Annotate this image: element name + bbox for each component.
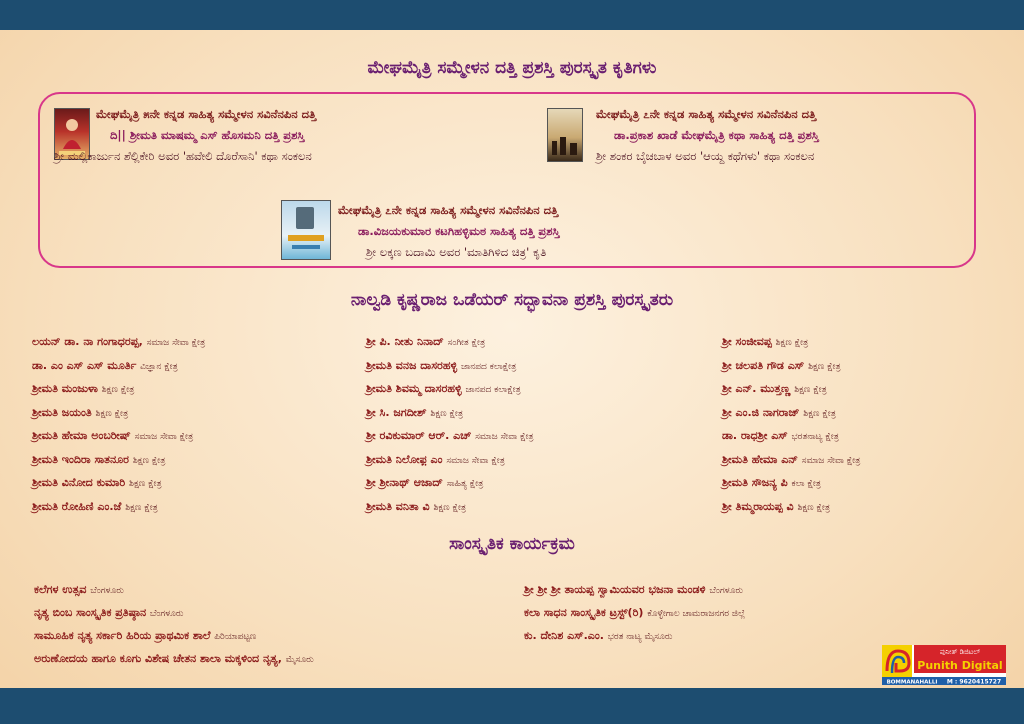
- award-2-prize: ಡಾ.ಪ್ರಕಾಶ ಖಾಡೆ ಮೇಘಮೈತ್ರಿ ಕಥಾ ಸಾಹಿತ್ಯ ದತ್ತಿ ಪ್ರಶಸ್ತಿ: [614, 128, 819, 142]
- awardee-row: [366, 424, 534, 448]
- name-label: ಅರುಣೋದಯ ಹಾಗೂ ಕೂಗು ವಿಶೇಷ ಚೇತನ ಶಾಲಾ ಮಕ್ಕಳಿಂದ ನೃತ್ಯ,: [34, 652, 282, 665]
- field-label: ಬೆಂಗಳೂರು: [90, 586, 124, 596]
- field-label: ಶಿಕ್ಷಣ ಕ್ಷೇತ್ರ: [129, 479, 162, 489]
- name-label: ಡಾ. ಎಂ ಎಸ್ ಎಸ್ ಮೂರ್ತಿ: [32, 358, 137, 372]
- award-1-prize: ದಿ|| ಶ್ರೀಮತಿ ಮಾಷಮ್ಮ ಎಸ್ ಹೊಸಮನಿ ದತ್ತಿ ಪ್ರಶಸ್ತಿ: [110, 128, 305, 142]
- awardee-row: [366, 495, 534, 519]
- name-label: ಕಲಾ ಸಾಧನ ಸಾಂಸ್ಕೃತಿಕ ಟ್ರಸ್ಟ್(ರಿ): [524, 606, 644, 619]
- awardee-row: [722, 495, 860, 519]
- awardee-row: [32, 424, 205, 448]
- field-label: ಜಾನಪದ ಕಲಾಕ್ಷೇತ್ರ: [461, 361, 517, 372]
- award-1-book: ಶ್ರೀ ಮಲ್ಲಿಕಾರ್ಜುನ ಶೆಲ್ಲಿಕೇರಿ ಅವರ 'ಹವೇಲಿ ದೊರೆಸಾನಿ' ಕಥಾ ಸಂಕಲನ: [54, 149, 312, 163]
- field-label: ಶಿಕ್ಷಣ ಕ್ಷೇತ್ರ: [132, 455, 166, 466]
- field-label: ಬೆಂಗಳೂರು: [149, 609, 184, 619]
- cultural-item: [524, 601, 745, 624]
- field-label: ಶಿಕ್ಷಣ ಕ್ಷೇತ್ರ: [803, 408, 836, 419]
- field-label: ಪಿರಿಯಾಪಟ್ಟಣ: [214, 632, 257, 642]
- name-label: ಶ್ರೀ ಸಂಜೀವಪ್ಪ: [722, 335, 772, 348]
- awardees-column-3: [722, 330, 860, 518]
- name-label: ನೃತ್ಯ ಬಿಂಬ ಸಾಂಸ್ಕೃತಿಕ ಪ್ರತಿಷ್ಠಾನ: [34, 606, 147, 619]
- name-label: ಶ್ರೀಮತಿ ಹೇಮಾ ಅಂಬರೀಷ್: [32, 429, 131, 442]
- field-label: ಶಿಕ್ಷಣ ಕ್ಷೇತ್ರ: [775, 338, 809, 348]
- name-label: ಸಾಮೂಹಿಕ ನೃತ್ಯ ಸರ್ಕಾರಿ ಹಿರಿಯ ಪ್ರಾಥಮಿಕ ಶಾಲೆ: [34, 629, 211, 642]
- award-3-book: ಶ್ರೀ ಲಕ್ಕಣ ಬದಾಮಿ ಅವರ 'ಮಾತಿಗಿಳಿದ ಚಿತ್ರ' ಕೃತಿ: [366, 245, 547, 259]
- punith-digital-logo: [882, 645, 1006, 685]
- field-label: ಸಮಾಜ ಸೇವಾ ಕ್ಷೇತ್ರ: [475, 432, 534, 442]
- name-label: ಶ್ರೀ ರವಿಕುಮಾರ್ ಆರ್. ಎಚ್: [366, 429, 472, 442]
- field-label: ಶಿಕ್ಷಣ ಕ್ಷೇತ್ರ: [430, 408, 464, 419]
- name-label: ಶ್ರೀಮತಿ ವನಿತಾ ವಿ: [366, 499, 430, 513]
- awardee-row: [32, 354, 205, 378]
- awardee-row: [722, 354, 860, 378]
- logo-name: Punith Digital: [917, 659, 1003, 672]
- awardee-row: [366, 448, 534, 472]
- cultural-item: [524, 578, 745, 601]
- awardee-row: [366, 330, 534, 354]
- award-2-title: ಮೇಘಮೈತ್ರಿ ೭ನೇ ಕನ್ನಡ ಸಾಹಿತ್ಯ ಸಮ್ಮೇಳನ ಸವಿನೆನಪಿನ ದತ್ತಿ: [596, 107, 817, 121]
- name-label: ಶ್ರೀಮತಿ ವಿನೋದ ಕುಮಾರಿ: [32, 476, 126, 489]
- awardee-row: [722, 471, 860, 495]
- awardee-row: [32, 448, 205, 472]
- awardee-row: [32, 495, 205, 519]
- cultural-item: [524, 624, 745, 647]
- logo-place: BOMMANAHALLI: [886, 679, 938, 685]
- awardee-row: [366, 401, 534, 425]
- name-label: ಶ್ರೀ ಶ್ರೀನಾಥ್ ಆಜಾದ್: [366, 476, 443, 489]
- awardee-row: [366, 354, 534, 378]
- awardee-row: [722, 448, 860, 472]
- name-label: ಶ್ರೀಮತಿ ನಿಲೋಫ಼ ಎಂ: [366, 452, 443, 466]
- field-label: ಶಿಕ್ಷಣ ಕ್ಷೇತ್ರ: [808, 361, 841, 372]
- logo-kannada-name: ಪುನೀತ್ ಡಿಜಿಟಲ್: [939, 648, 981, 656]
- name-label: ಶ್ರೀಮತಿ ವನಜ ದಾಸರಹಳ್ಳಿ: [366, 358, 458, 372]
- heading-sadbhavana-awardees: ನಾಲ್ವಡಿ ಕೃಷ್ಣರಾಜ ಒಡೆಯರ್ ಸದ್ಭಾವನಾ ಪ್ರಶಸ್ತಿ ಪುರಸ್ಕೃತರು: [350, 290, 674, 310]
- name-label: ಶ್ರೀ ಶ್ರೀ ಶ್ರೀ ತಾಯಪ್ಪ ಸ್ವಾಮಿಯವರ ಭಜನಾ ಮಂಡಳಿ: [524, 583, 706, 596]
- award-1: [54, 104, 317, 167]
- field-label: ಬೆಂಗಳೂರು: [709, 586, 743, 596]
- cultural-list-left: [34, 578, 314, 670]
- awardee-row: [32, 330, 205, 354]
- name-label: ಶ್ರೀ ಎಂ.ಜಿ ನಾಗರಾಜ್: [722, 405, 800, 419]
- awardees-column-1: [32, 330, 205, 518]
- name-label: ಕಲೆಗಳ ಉತ್ಸವ: [34, 583, 87, 596]
- name-label: ಕು. ದೇನಿಶ ಎಸ್.ಎಂ.: [524, 629, 604, 642]
- awardee-row: [722, 424, 860, 448]
- field-label: ಸಾಹಿತ್ಯ ಕ್ಷೇತ್ರ: [446, 479, 484, 489]
- field-label: ಸಂಗೀತ ಕ್ಷೇತ್ರ: [447, 338, 486, 348]
- awardees-column-2: [366, 330, 534, 518]
- cultural-item: [34, 624, 314, 647]
- awardee-row: [366, 377, 534, 401]
- award-3-prize: ಡಾ.ವಿಜಯಕುಮಾರ ಕಟಗಿಹಳ್ಳಿಮಠ ಸಾಹಿತ್ಯ ದತ್ತಿ ಪ್ರಶಸ್ತಿ: [358, 224, 560, 238]
- name-label: ಶ್ರೀಮತಿ ಇಂದಿರಾ ಸಾತನೂರ: [32, 452, 129, 466]
- cultural-item: [34, 647, 314, 670]
- field-label: ಶಿಕ್ಷಣ ಕ್ಷೇತ್ರ: [433, 502, 467, 513]
- logo-phone: M : 9620415727: [946, 678, 1002, 685]
- name-label: ಶ್ರೀ ಸಿ. ಜಗದೀಶ್: [366, 405, 427, 419]
- heading-endowment-awards: ಮೇಘಮೈತ್ರಿ ಸಮ್ಮೇಳನ ದತ್ತಿ ಪ್ರಶಸ್ತಿ ಪುರಸ್ಕೃತ ಕೃತಿಗಳು: [367, 58, 657, 78]
- field-label: ಶಿಕ್ಷಣ ಕ್ಷೇತ್ರ: [95, 408, 129, 419]
- awardee-row: [366, 471, 534, 495]
- name-label: ಶ್ರೀ ಪಿ. ನೀತು ನಿನಾದ್: [366, 335, 444, 348]
- name-label: ಶ್ರೀಮತಿ ಹೇಮಾ ಎನ್: [722, 452, 798, 466]
- bottom-band: [0, 688, 1024, 724]
- field-label: ಸಮಾಜ ಸೇವಾ ಕ್ಷೇತ್ರ: [446, 455, 505, 466]
- field-label: ಶಿಕ್ಷಣ ಕ್ಷೇತ್ರ: [794, 385, 827, 395]
- cultural-list-right: [524, 578, 745, 647]
- field-label: ಶಿಕ್ಷಣ ಕ್ಷೇತ್ರ: [125, 502, 158, 513]
- book-cover-ayda-kathegalu: [547, 108, 583, 162]
- name-label: ಲಯನ್ ಡಾ. ನಾ ಗಂಗಾಧರಪ್ಪ,: [32, 335, 143, 348]
- award-2: [596, 104, 819, 167]
- field-label: ಸಮಾಜ ಸೇವಾ ಕ್ಷೇತ್ರ: [146, 338, 206, 348]
- field-label: ಭರತ ನಾಟ್ಯ ಮೈಸೂರು: [607, 632, 673, 642]
- cultural-item: [34, 601, 314, 624]
- award-3: [338, 200, 560, 263]
- name-label: ಶ್ರೀಮತಿ ಶಿವಮ್ಮ ದಾಸರಹಳ್ಳಿ: [366, 382, 462, 395]
- name-label: ಶ್ರೀಮತಿ ಜಯಂತಿ: [32, 405, 92, 419]
- name-label: ಶ್ರೀಮತಿ ರೋಹಿಣಿ ಎಂ.ಜೆ: [32, 499, 122, 513]
- field-label: ಜಾನಪದ ಕಲಾಕ್ಷೇತ್ರ: [465, 385, 521, 395]
- awardee-row: [32, 377, 205, 401]
- awardee-row: [722, 401, 860, 425]
- name-label: ಶ್ರೀಮತಿ ಮಂಜುಳಾ: [32, 382, 98, 395]
- awardee-row: [722, 330, 860, 354]
- award-3-title: ಮೇಘಮೈತ್ರಿ ೭ನೇ ಕನ್ನಡ ಸಾಹಿತ್ಯ ಸಮ್ಮೇಳನ ಸವಿನೆನಪಿನ ದತ್ತಿ: [338, 203, 559, 217]
- field-label: ಮೈಸೂರು: [285, 655, 314, 665]
- field-label: ಶಿಕ್ಷಣ ಕ್ಷೇತ್ರ: [101, 385, 135, 395]
- heading-cultural-program: ಸಾಂಸ್ಕೃತಿಕ ಕಾರ್ಯಕ್ರಮ: [449, 534, 575, 554]
- field-label: ಸಮಾಜ ಸೇವಾ ಕ್ಷೇತ್ರ: [134, 432, 194, 442]
- name-label: ಶ್ರೀಮತಿ ಸೌಜನ್ಯ ಪಿ: [722, 476, 788, 489]
- book-cover-maatigilida-chitra: [281, 200, 331, 260]
- name-label: ಡಾ. ರಾಧಶ್ರೀ ಎಸ್: [722, 429, 788, 442]
- name-label: ಶ್ರೀ ಎನ್. ಮುತ್ತಣ್ಣ: [722, 382, 791, 395]
- awardee-row: [32, 471, 205, 495]
- name-label: ಶ್ರೀ ಚಲಪತಿ ಗೌಡ ಎಸ್: [722, 358, 805, 372]
- field-label: ಕೊಳ್ಳೇಗಾಲ ಚಾಮರಾಜನಗರ ಜಿಲ್ಲೆ: [647, 609, 746, 619]
- field-label: ವಿಜ್ಞಾನ ಕ್ಷೇತ್ರ: [140, 361, 178, 372]
- cultural-item: [34, 578, 314, 601]
- awardee-row: [32, 401, 205, 425]
- awardee-row: [722, 377, 860, 401]
- field-label: ಭರತನಾಟ್ಯ ಕ್ಷೇತ್ರ: [791, 432, 839, 442]
- field-label: ಕಲಾ ಕ್ಷೇತ್ರ: [791, 479, 821, 489]
- top-band: [0, 0, 1024, 30]
- award-1-title: ಮೇಘಮೈತ್ರಿ ೫ನೇ ಕನ್ನಡ ಸಾಹಿತ್ಯ ಸಮ್ಮೇಳನ ಸವಿನೆನಪಿನ ದತ್ತಿ: [96, 107, 317, 121]
- award-2-book: ಶ್ರೀ ಶಂಕರ ಬೈಚಬಾಳ ಅವರ 'ಆಯ್ದ ಕಥೆಗಳು' ಕಥಾ ಸಂಕಲನ: [596, 149, 815, 163]
- name-label: ಶ್ರೀ ತಿಮ್ಮರಾಯಪ್ಪ ವಿ: [722, 499, 794, 513]
- field-label: ಶಿಕ್ಷಣ ಕ್ಷೇತ್ರ: [797, 502, 831, 513]
- field-label: ಸಮಾಜ ಸೇವಾ ಕ್ಷೇತ್ರ: [801, 455, 861, 466]
